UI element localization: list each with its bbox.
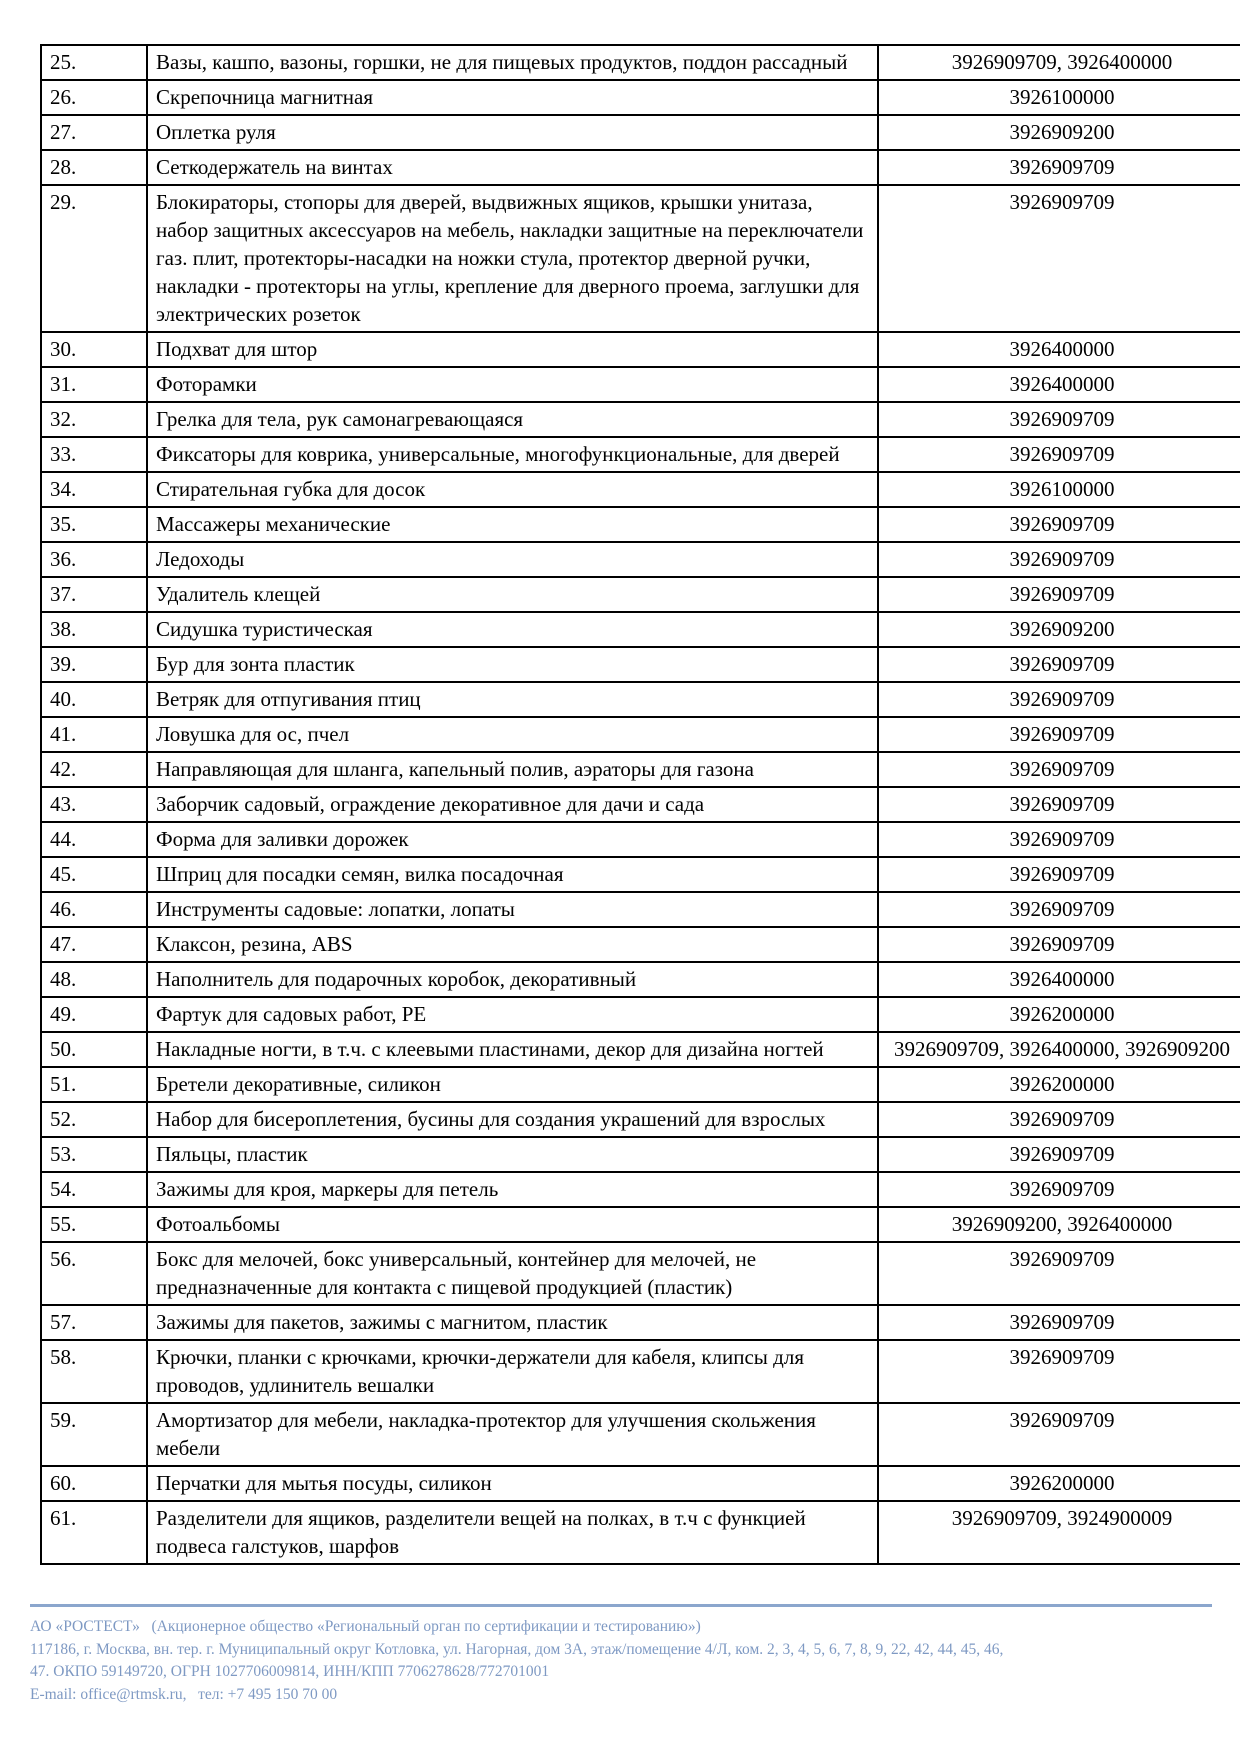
row-number-cell: 49.	[41, 997, 147, 1032]
hs-codes-cell: 3926909709	[878, 927, 1240, 962]
footer-registration-line: 47. ОКПО 59149720, ОГРН 1027706009814, ИНН/КПП 7706278628/772701001	[30, 1663, 550, 1680]
hs-codes-cell: 3926909709	[878, 822, 1240, 857]
row-number-cell: 30.	[41, 332, 147, 367]
product-description-cell: Направляющая для шланга, капельный полив, аэраторы для газона	[147, 752, 878, 787]
product-description-cell: Крючки, планки с крючками, крючки-держатели для кабеля, клипсы для проводов, удлинитель вешалки	[147, 1340, 878, 1403]
table-row	[41, 1501, 1240, 1564]
hs-codes-cell: 3926909709	[878, 542, 1240, 577]
row-number-cell: 48.	[41, 962, 147, 997]
hs-codes-cell: 3926909709	[878, 1403, 1240, 1466]
product-description-cell: Удалитель клещей	[147, 577, 878, 612]
row-number-cell: 60.	[41, 1466, 147, 1501]
product-description-cell: Бур для зонта пластик	[147, 647, 878, 682]
hs-codes-cell: 3926909709	[878, 892, 1240, 927]
row-number-cell: 53.	[41, 1137, 147, 1172]
row-number-cell: 37.	[41, 577, 147, 612]
table-row	[41, 80, 1240, 115]
product-description-cell: Фотоальбомы	[147, 1207, 878, 1242]
row-number-cell: 36.	[41, 542, 147, 577]
product-description-cell: Фоторамки	[147, 367, 878, 402]
hs-codes-cell: 3926909709	[878, 717, 1240, 752]
row-number-cell: 61.	[41, 1501, 147, 1564]
table-row	[41, 437, 1240, 472]
table-row	[41, 332, 1240, 367]
hs-codes-cell: 3926909709	[878, 577, 1240, 612]
hs-codes-cell: 3926909709	[878, 682, 1240, 717]
row-number-cell: 39.	[41, 647, 147, 682]
hs-codes-cell: 3926909709	[878, 857, 1240, 892]
row-number-cell: 46.	[41, 892, 147, 927]
product-description-cell: Грелка для тела, рук самонагревающаяся	[147, 402, 878, 437]
row-number-cell: 32.	[41, 402, 147, 437]
product-description-cell: Вазы, кашпо, вазоны, горшки, не для пищевых продуктов, поддон рассадный	[147, 45, 878, 80]
product-description-cell: Стирательная губка для досок	[147, 472, 878, 507]
row-number-cell: 27.	[41, 115, 147, 150]
row-number-cell: 55.	[41, 1207, 147, 1242]
product-description-cell: Сеткодержатель на винтах	[147, 150, 878, 185]
hs-codes-cell: 3926200000	[878, 1466, 1240, 1501]
table-row	[41, 1172, 1240, 1207]
table-row	[41, 185, 1240, 332]
product-description-cell: Массажеры механические	[147, 507, 878, 542]
row-number-cell: 44.	[41, 822, 147, 857]
page-footer	[30, 1604, 1212, 1706]
table-row	[41, 1305, 1240, 1340]
product-description-cell: Сидушка туристическая	[147, 612, 878, 647]
product-description-cell: Амортизатор для мебели, накладка-протектор для улучшения скольжения мебели	[147, 1403, 878, 1466]
table-row	[41, 115, 1240, 150]
table-row	[41, 787, 1240, 822]
row-number-cell: 45.	[41, 857, 147, 892]
product-description-cell: Шприц для посадки семян, вилка посадочная	[147, 857, 878, 892]
footer-address-line: 117186, г. Москва, вн. тер. г. Муниципальный округ Котловка, ул. Нагорная, дом 3А, этаж/помещение 4/Л, ком. 2, 3, 4, 5, 6, 7, 8, 9, 22, 42, 44, 45, 46,	[30, 1640, 1004, 1658]
hs-codes-cell: 3926400000	[878, 367, 1240, 402]
product-description-cell: Зажимы для пакетов, зажимы с магнитом, пластик	[147, 1305, 878, 1340]
hs-codes-cell: 3926909709	[878, 1340, 1240, 1403]
table-row	[41, 752, 1240, 787]
table-row	[41, 717, 1240, 752]
table-row	[41, 150, 1240, 185]
row-number-cell: 59.	[41, 1403, 147, 1466]
row-number-cell: 35.	[41, 507, 147, 542]
row-number-cell: 34.	[41, 472, 147, 507]
row-number-cell: 51.	[41, 1067, 147, 1102]
table-row	[41, 1137, 1240, 1172]
hs-codes-cell: 3926400000	[878, 332, 1240, 367]
product-description-cell: Фартук для садовых работ, PE	[147, 997, 878, 1032]
hs-codes-cell: 3926909709	[878, 1137, 1240, 1172]
product-description-cell: Бокс для мелочей, бокс универсальный, контейнер для мелочей, не предназначенные для контакта с пищевой продукцией (пластик)	[147, 1242, 878, 1305]
row-number-cell: 47.	[41, 927, 147, 962]
product-description-cell: Блокираторы, стопоры для дверей, выдвижных ящиков, крышки унитаза, набор защитных аксессуаров на мебель, накладки защитные на переключатели газ. плит, протекторы-насадки на ножки стула, протектор дверной ручки, накладки - протекторы на углы, крепление для дверного проема, заглушки для электрических розеток	[147, 185, 878, 332]
table-row	[41, 1340, 1240, 1403]
table-row	[41, 577, 1240, 612]
row-number-cell: 33.	[41, 437, 147, 472]
table-row	[41, 45, 1240, 80]
hs-codes-cell: 3926909709	[878, 1172, 1240, 1207]
table-row	[41, 997, 1240, 1032]
product-description-cell: Наполнитель для подарочных коробок, декоративный	[147, 962, 878, 997]
table-row	[41, 1067, 1240, 1102]
row-number-cell: 43.	[41, 787, 147, 822]
product-description-cell: Разделители для ящиков, разделители вещей на полках, в т.ч с функцией подвеса галстуков, шарфов	[147, 1501, 878, 1564]
row-number-cell: 58.	[41, 1340, 147, 1403]
row-number-cell: 50.	[41, 1032, 147, 1067]
table-row	[41, 1466, 1240, 1501]
table-row	[41, 1032, 1240, 1067]
table-body	[41, 45, 1240, 1564]
table-row	[41, 822, 1240, 857]
hs-codes-cell: 3926909709	[878, 507, 1240, 542]
table-row	[41, 367, 1240, 402]
product-description-cell: Клаксон, резина, ABS	[147, 927, 878, 962]
table-row	[41, 612, 1240, 647]
product-codes-table	[40, 44, 1240, 1565]
hs-codes-cell: 3926909709	[878, 1242, 1240, 1305]
table-row	[41, 507, 1240, 542]
row-number-cell: 56.	[41, 1242, 147, 1305]
table-row	[41, 542, 1240, 577]
hs-codes-cell: 3926909709	[878, 787, 1240, 822]
row-number-cell: 52.	[41, 1102, 147, 1137]
table-row	[41, 927, 1240, 962]
hs-codes-cell: 3926909709	[878, 150, 1240, 185]
row-number-cell: 29.	[41, 185, 147, 332]
row-number-cell: 40.	[41, 682, 147, 717]
hs-codes-cell: 3926909709	[878, 647, 1240, 682]
hs-codes-cell: 3926909709	[878, 752, 1240, 787]
row-number-cell: 57.	[41, 1305, 147, 1340]
hs-codes-cell: 3926909709	[878, 1305, 1240, 1340]
product-description-cell: Пяльцы, пластик	[147, 1137, 878, 1172]
hs-codes-cell: 3926200000	[878, 1067, 1240, 1102]
hs-codes-cell: 3926909709, 3926400000, 3926909200	[878, 1032, 1240, 1067]
product-description-cell: Бретели декоративные, силикон	[147, 1067, 878, 1102]
table-row	[41, 647, 1240, 682]
product-description-cell: Накладные ногти, в т.ч. с клеевыми пластинами, декор для дизайна ногтей	[147, 1032, 878, 1067]
hs-codes-cell: 3926100000	[878, 80, 1240, 115]
table-row	[41, 402, 1240, 437]
product-description-cell: Заборчик садовый, ограждение декоративное для дачи и сада	[147, 787, 878, 822]
product-description-cell: Ветряк для отпугивания птиц	[147, 682, 878, 717]
product-description-cell: Ловушка для ос, пчел	[147, 717, 878, 752]
product-description-cell: Ледоходы	[147, 542, 878, 577]
row-number-cell: 54.	[41, 1172, 147, 1207]
product-description-cell: Перчатки для мытья посуды, силикон	[147, 1466, 878, 1501]
hs-codes-cell: 3926909709	[878, 402, 1240, 437]
hs-codes-cell: 3926400000	[878, 962, 1240, 997]
hs-codes-cell: 3926909709	[878, 437, 1240, 472]
product-description-cell: Фиксаторы для коврика, универсальные, многофункциональные, для дверей	[147, 437, 878, 472]
row-number-cell: 28.	[41, 150, 147, 185]
table-row	[41, 857, 1240, 892]
hs-codes-cell: 3926200000	[878, 997, 1240, 1032]
product-description-cell: Зажимы для кроя, маркеры для петель	[147, 1172, 878, 1207]
hs-codes-cell: 3926909200	[878, 612, 1240, 647]
row-number-cell: 41.	[41, 717, 147, 752]
hs-codes-cell: 3926909709	[878, 185, 1240, 332]
table-row	[41, 1207, 1240, 1242]
row-number-cell: 26.	[41, 80, 147, 115]
product-description-cell: Форма для заливки дорожек	[147, 822, 878, 857]
footer-divider-line	[30, 1604, 1212, 1607]
row-number-cell: 31.	[41, 367, 147, 402]
row-number-cell: 38.	[41, 612, 147, 647]
footer-company-name: АО «РОСТЕСТ» (Акционерное общество «Региональный орган по сертификации и тестированию»)	[30, 1618, 701, 1635]
table-row	[41, 1242, 1240, 1305]
hs-codes-cell: 3926909709, 3926400000	[878, 45, 1240, 80]
hs-codes-cell: 3926909200, 3926400000	[878, 1207, 1240, 1242]
product-description-cell: Подхват для штор	[147, 332, 878, 367]
hs-codes-cell: 3926909709	[878, 1102, 1240, 1137]
table-row	[41, 962, 1240, 997]
product-description-cell: Инструменты садовые: лопатки, лопаты	[147, 892, 878, 927]
product-description-cell: Набор для бисероплетения, бусины для создания украшений для взрослых	[147, 1102, 878, 1137]
product-description-cell: Скрепочница магнитная	[147, 80, 878, 115]
table-row	[41, 1403, 1240, 1466]
hs-codes-cell: 3926909200	[878, 115, 1240, 150]
footer-contact-line: E-mail: office@rtmsk.ru, тел: +7 495 150 70 00	[30, 1685, 338, 1703]
hs-codes-cell: 3926100000	[878, 472, 1240, 507]
table-row	[41, 682, 1240, 717]
row-number-cell: 25.	[41, 45, 147, 80]
row-number-cell: 42.	[41, 752, 147, 787]
product-description-cell: Оплетка руля	[147, 115, 878, 150]
hs-codes-cell: 3926909709, 3924900009	[878, 1501, 1240, 1564]
table-row	[41, 892, 1240, 927]
table-row	[41, 472, 1240, 507]
table-row	[41, 1102, 1240, 1137]
